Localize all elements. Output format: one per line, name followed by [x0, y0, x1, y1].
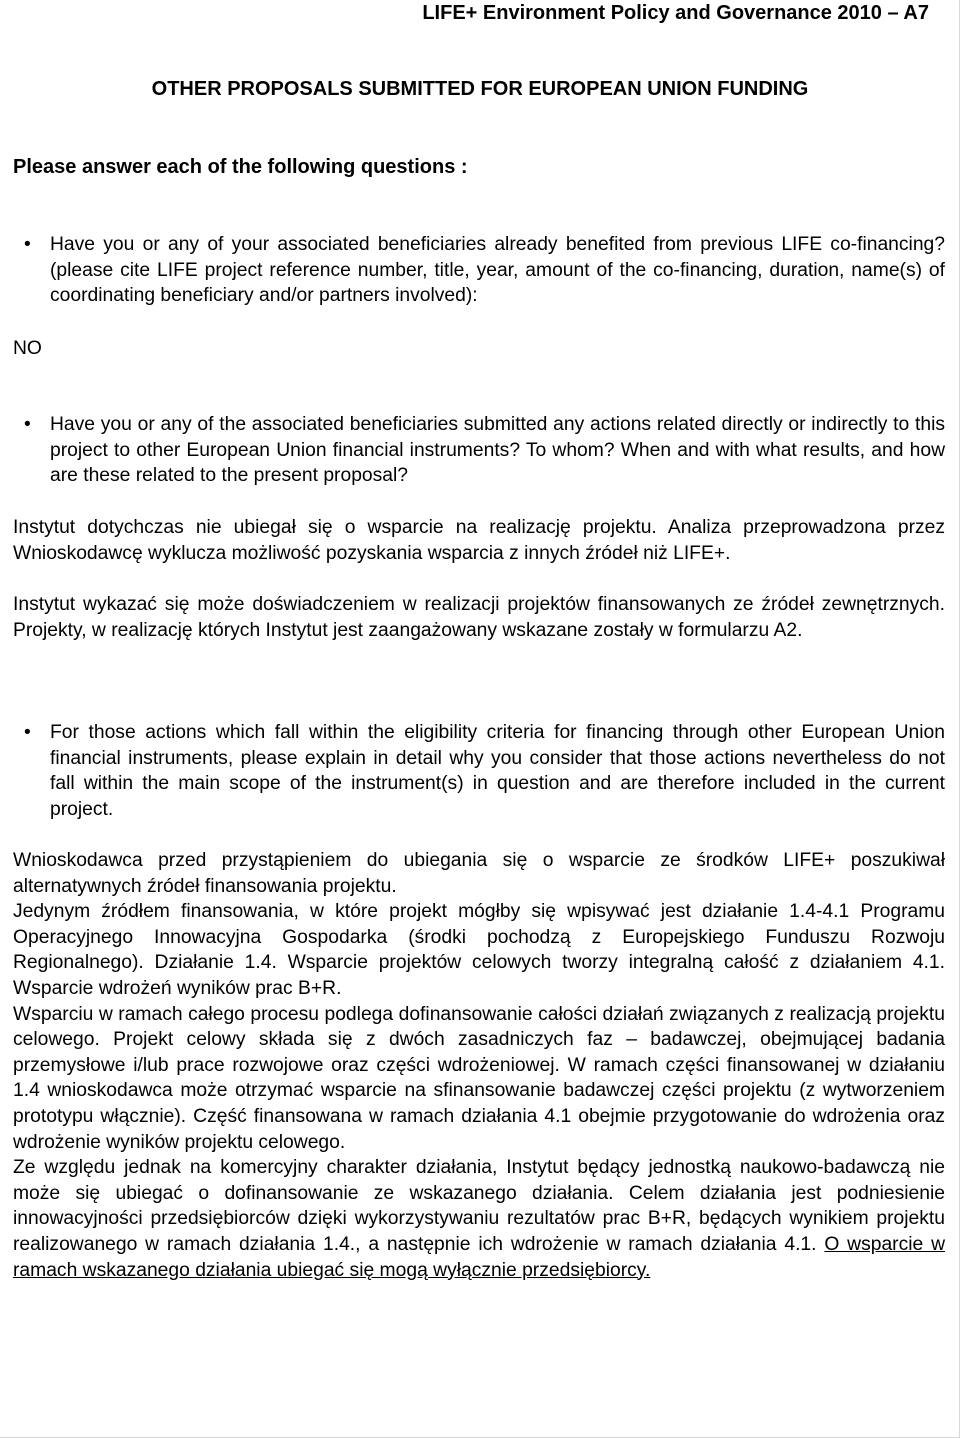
bullet-icon: •: [24, 234, 31, 255]
question-2-answer-1: [13, 515, 945, 566]
bullet-icon: •: [24, 722, 31, 743]
question-2: [13, 412, 945, 489]
answer-final-underlined: O wsparcie w ramach wskazanego działania ubiegać się mogą wyłącznie przedsiębiorcy.: [13, 1233, 946, 1281]
question-2-answer-2: [13, 592, 945, 643]
instruction-text: Please answer each of the following questions :: [13, 156, 468, 178]
question-1-answer: NO: [13, 338, 42, 359]
answer-paragraph: Wnioskodawca przed przystąpieniem do ubiegania się o wsparcie ze środków LIFE+ poszukiwał alternatywnych źródeł finansowania projektu.: [13, 850, 945, 897]
answer-final-text: Ze względu jednak na komercyjny charakter działania, Instytut będący jednostką naukowo-badawczą nie może się ubiegać o dofinansowanie ze wskazanego działania. Celem działania jest podniesienie innowacyjności przedsiębiorców dzięki wykorzystywaniu rezultatów prac B+R, będących wynikiem projektu realizowanego w ramach działania 1.4., a następnie ich wdrożenie w ramach działania 4.1.: [13, 1157, 945, 1255]
answer-paragraph: Wsparciu w ramach całego procesu podlega dofinansowanie całości działań związanych z realizacją projektu celowego. Projekt celowy składa się z dwóch zasadniczych faz – badawczej, obejmującej badania przemysłowe i/lub prace rozwojowe oraz części wdrożeniowej. W ramach części finansowanej w działaniu 1.4 wnioskodawca może otrzymać wsparcie na sfinansowanie badawczej części projektu (z wytworzeniem prototypu włącznie). Część finansowana w ramach działania 4.1 obejmie przygotowanie do wdrożenia oraz wdrożenie wyników projektu celowego.: [13, 1003, 945, 1153]
question-3-text: For those actions which fall within the eligibility criteria for financing through other European Union financial instruments, please explain in detail why you consider that those actions nevertheless do not fall within the main scope of the instrument(s) in question and are therefore included in the current project.: [50, 722, 945, 820]
answer-paragraph: Instytut dotychczas nie ubiegał się o wsparcie na realizację projektu. Analiza przeprowadzona przez Wnioskodawcę wyklucza możliwość pozyskania wsparcia z innych źródeł niż LIFE+.: [13, 517, 945, 564]
question-3: [13, 720, 945, 822]
question-1-text: Have you or any of your associated beneficiaries already benefited from previous LIFE co-financing? (please cite LIFE project reference number, title, year, amount of the co-financing, duration, name(s) of coordinating beneficiary and/or partners involved):: [50, 234, 945, 307]
header-title: LIFE+ Environment Policy and Governance 2010 – A7: [422, 2, 929, 24]
question-2-text: Have you or any of the associated beneficiaries submitted any actions related directly or indirectly to this project to other European Union financial instruments? To whom? When and with what results, and how are these related to the present proposal?: [50, 414, 945, 487]
bullet-icon: •: [24, 414, 31, 435]
answer-paragraph-final: [13, 1155, 945, 1283]
question-1: [13, 232, 945, 309]
question-3-answer: [13, 848, 945, 1283]
answer-paragraph: Instytut wykazać się może doświadczeniem w realizacji projektów finansowanych ze źródeł zewnętrznych. Projekty, w realizację których Instytut jest zaangażowany wskazane zostały w formularzu A2.: [13, 594, 945, 641]
answer-paragraph: Jedynym źródłem finansowania, w które projekt mógłby się wpisywać jest działanie 1.4-4.1 Programu Operacyjnego Innowacyjna Gospodarka (środki pochodzą z Europejskiego Funduszu Rozwoju Regionalnego). Działanie 1.4. Wsparcie projektów celowych tworzy integralną całość z działaniem 4.1. Wsparcie wdrożeń wyników prac B+R.: [13, 901, 945, 999]
section-title: OTHER PROPOSALS SUBMITTED FOR EUROPEAN UNION FUNDING: [151, 78, 809, 100]
